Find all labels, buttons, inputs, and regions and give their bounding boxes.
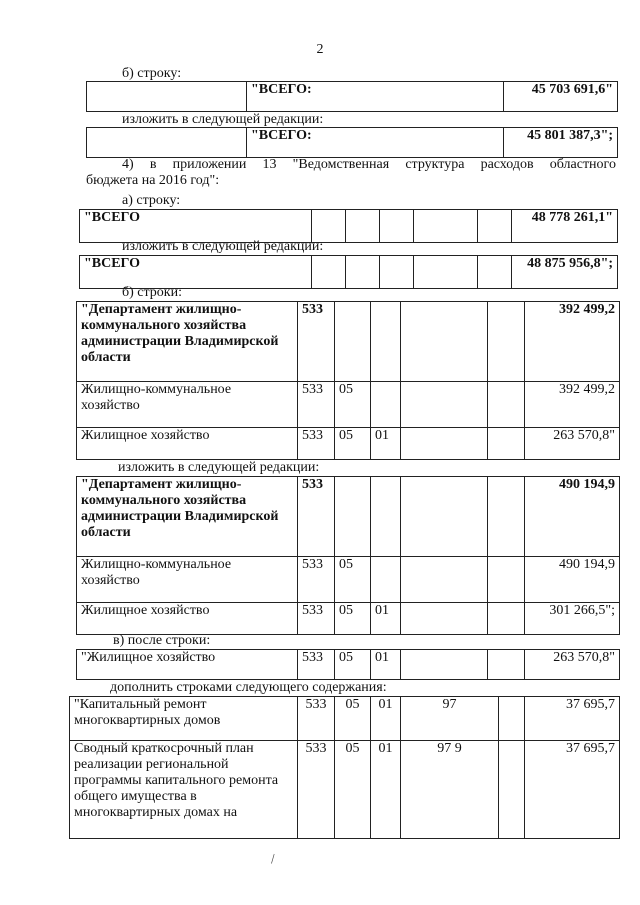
table-row: Жилищное хозяйство 533 05 01 301 266,5"; <box>77 603 620 635</box>
table-after-row <box>76 649 620 680</box>
table-row: Жилищно-коммунальное хозяйство 533 05 392 499,2 <box>77 382 620 428</box>
total-label: "ВСЕГО: <box>247 128 504 158</box>
label-restate-1: изложить в следующей редакции: <box>122 112 324 127</box>
table-row: "Департамент жилищно-коммунального хозяйства администрации Владимирской области 533 490 194,9 <box>77 477 620 557</box>
table-supplement <box>69 696 620 839</box>
table-row: Сводный краткосрочный план реализации региональной программы капитального ремонта общего имущества в многоквартирных домах на 533 05 01 97 9 37 695,7 <box>70 741 620 839</box>
table-vsego-old <box>79 209 618 243</box>
paragraph-4-line-2: бюджета на 2016 год": <box>86 173 220 188</box>
table-department-new <box>76 476 620 635</box>
table-row: "Департамент жилищно-коммунального хозяйства администрации Владимирской области 533 392 499,2 <box>77 302 620 382</box>
label-b-row: б) строку: <box>122 66 182 81</box>
vsego-label: "ВСЕГО <box>80 256 312 289</box>
vsego-value: 48 778 261,1" <box>512 210 618 243</box>
paragraph-4-line-1: 4) в приложении 13 "Ведомственная структура расходов областного <box>122 157 616 172</box>
vsego-value: 48 875 956,8"; <box>512 256 618 289</box>
table-department-old <box>76 301 620 460</box>
vsego-label: "ВСЕГО <box>80 210 312 243</box>
total-label: "ВСЕГО: <box>247 82 504 112</box>
label-a-row: а) строку: <box>122 193 181 208</box>
table-row: Жилищное хозяйство 533 05 01 263 570,8" <box>77 428 620 460</box>
table-row: "Жилищное хозяйство 533 05 01 263 570,8" <box>77 650 620 680</box>
total-value: 45 703 691,6" <box>504 82 618 112</box>
footer-mark: \ <box>266 852 279 867</box>
table-row: Жилищно-коммунальное хозяйство 533 05 490 194,9 <box>77 557 620 603</box>
label-v-after: в) после строки: <box>113 633 211 648</box>
table-total-old <box>86 81 618 112</box>
label-restate-2: изложить в следующей редакции: <box>122 239 324 254</box>
label-restate-3: изложить в следующей редакции: <box>118 460 320 475</box>
label-supplement: дополнить строками следующего содержания: <box>110 680 387 695</box>
table-total-new <box>86 127 618 158</box>
page-number: 2 <box>316 42 324 57</box>
total-value: 45 801 387,3"; <box>504 128 618 158</box>
paragraph-4 <box>86 157 616 189</box>
label-b-rows: б) строки: <box>122 285 182 300</box>
empty-cell <box>87 82 247 112</box>
empty-cell <box>87 128 247 158</box>
table-row: "Капитальный ремонт многоквартирных домов 533 05 01 97 37 695,7 <box>70 697 620 741</box>
table-vsego-new <box>79 255 618 289</box>
